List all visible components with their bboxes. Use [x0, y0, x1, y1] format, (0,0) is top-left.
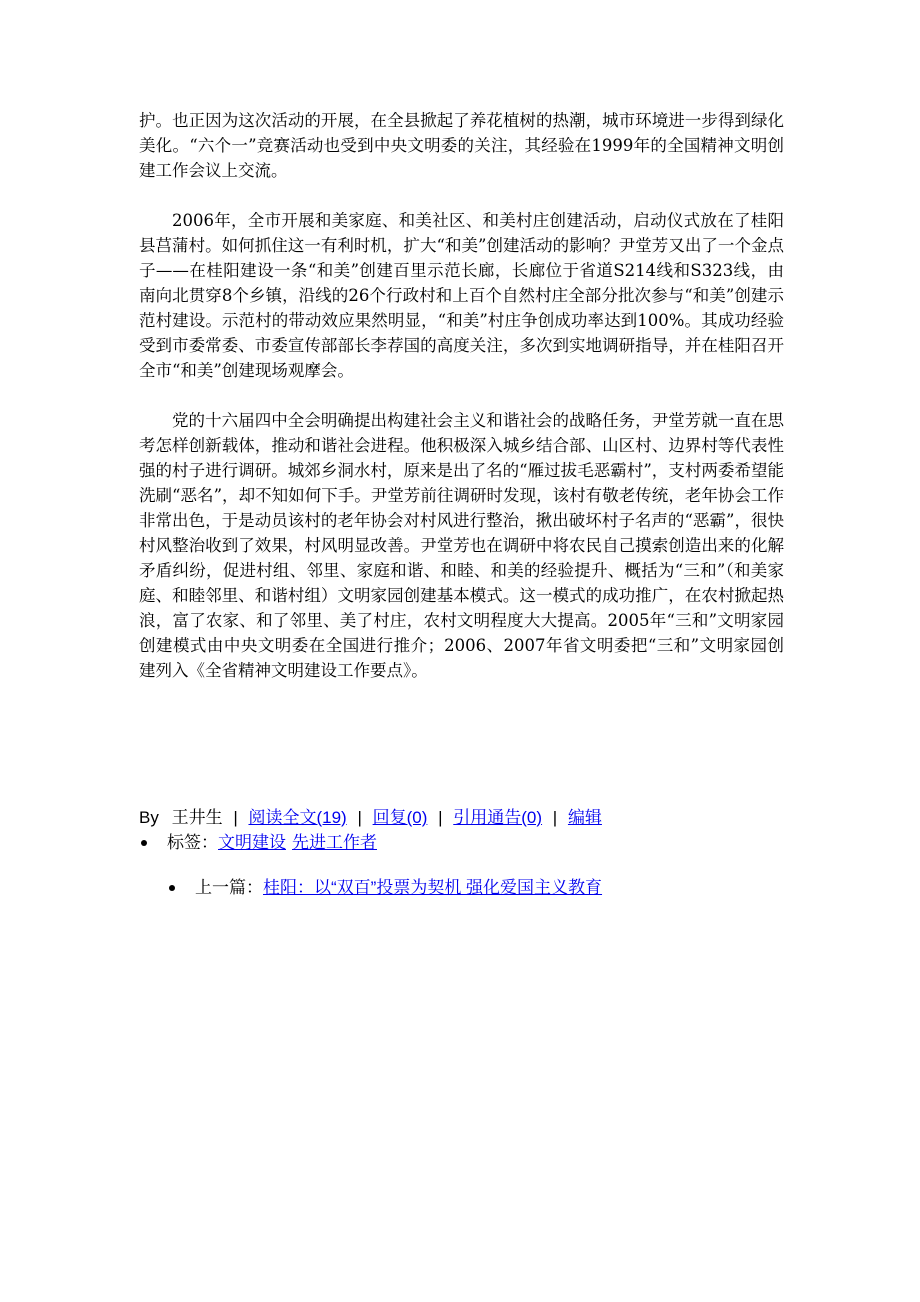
tag-link-xianjin[interactable]: 先进工作者: [292, 833, 377, 852]
post-meta-bar: [139, 805, 839, 831]
previous-post-label: 上一篇：: [195, 878, 263, 897]
edit-link[interactable]: 编辑: [567, 808, 602, 827]
trackback-link[interactable]: 引用通告(0): [453, 808, 543, 827]
article-body: [139, 108, 784, 683]
separator: |: [233, 808, 238, 827]
previous-post-row: [167, 875, 602, 901]
previous-post-link[interactable]: 桂阳：以“双百”投票为契机 强化爱国主义教育: [263, 878, 603, 897]
by-label: By: [139, 808, 159, 827]
tags-label: 标签：: [167, 833, 218, 852]
paragraph: 护。也正因为这次活动的开展，在全县掀起了养花植树的热潮，城市环境进一步得到绿化美化。“六个一”竞赛活动也受到中央文明委的关注，其经验在1999年的全国精神文明创建工作会议上交流。: [139, 111, 784, 180]
tags-row: [139, 830, 383, 856]
bullet-icon: [169, 885, 175, 891]
reply-link[interactable]: 回复(0): [372, 808, 428, 827]
paragraph: 2006年，全市开展和美家庭、和美社区、和美村庄创建活动，启动仪式放在了桂阳县莒蒲村。如何抓住这一有利时机，扩大“和美”创建活动的影响？尹堂芳又出了一个金点子——在桂阳建设一条“和美”创建百里示范长廊，长廊位于省道S214线和S323线，由南向北贯穿8个乡镇，沿线的26个行政村和上百个自然村庄全部分批次参与“和美”创建示范村建设。示范村的带动效应果然明显，“和美”村庄争创成功率达到100%。其成功经验受到市委常委、市委宣传部部长李荐国的高度关注，多次到实地调研指导，并在桂阳召开全市“和美”创建现场观摩会。: [139, 211, 784, 380]
author-name: 王井生: [171, 808, 223, 827]
separator: |: [357, 808, 362, 827]
paragraph: 党的十六届四中全会明确提出构建社会主义和谐社会的战略任务，尹堂芳就一直在思考怎样创新载体，推动和谐社会进程。他积极深入城乡结合部、山区村、边界村等代表性强的村子进行调研。城郊乡洞水村，原来是出了名的“雁过拔毛恶霸村”，支村两委希望能洗刷“恶名”，却不知如何下手。尹堂芳前往调研时发现，该村有敬老传统，老年协会工作非常出色，于是动员该村的老年协会对村风进行整治，揪出破坏村子名声的“恶霸”，很快村风整治收到了效果，村风明显改善。尹堂芳也在调研中将农民自己摸索创造出来的化解矛盾纠纷，促进村组、邻里、家庭和谐、和睦、和美的经验提升、概括为“三和”（和美家庭、和睦邻里、和谐村组）文明家园创建基本模式。这一模式的成功推广，在农村掀起热浪，富了农家、和了邻里、美了村庄，农村文明程度大大提高。2005年“三和”文明家园创建模式由中央文明委在全国进行推介；2006、2007年省文明委把“三和”文明家园创建列入《全省精神文明建设工作要点》。: [139, 411, 784, 680]
separator: |: [552, 808, 558, 827]
read-full-link[interactable]: 阅读全文(19): [248, 808, 347, 827]
tag-link-wenming[interactable]: 文明建设: [218, 833, 286, 852]
separator: |: [438, 808, 443, 827]
bullet-icon: [141, 840, 147, 846]
